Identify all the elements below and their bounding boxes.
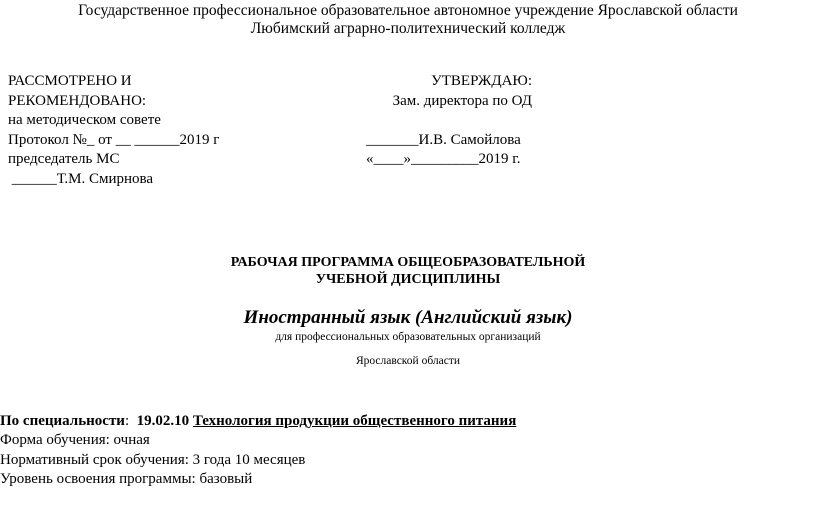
mastery-level: Уровень освоения программы: базовый (0, 470, 253, 487)
approval-left-signature: ______Т.М. Смирнова (8, 170, 154, 187)
specialty-colon: : (124, 413, 137, 429)
study-duration: Нормативный срок обучения: 3 года 10 месяцев (0, 451, 306, 468)
approval-left-line: на методическом совете (8, 112, 161, 128)
for-organizations: для профессиональных образовательных организаций (275, 331, 541, 343)
program-title-line2: УЧЕБНОЙ ДИСЦИПЛИНЫ (315, 272, 501, 287)
study-form: Форма обучения: очная (0, 432, 150, 449)
approval-right-date: «____»_________2019 г. (366, 151, 521, 167)
approval-left-line: РЕКОМЕНДОВАНО: (8, 92, 147, 109)
college-name: Любимский аграрно-политехнический колледж (250, 20, 566, 37)
specialty-line (0, 412, 516, 431)
approval-right-signature: _______И.В. Самойлова (366, 131, 521, 148)
program-details (0, 412, 516, 489)
program-title-line1: РАБОЧАЯ ПРОГРАММА ОБЩЕОБРАЗОВАТЕЛЬНОЙ (230, 255, 586, 270)
region: Ярославской области (355, 355, 461, 367)
approval-right-line: УТВЕРЖДАЮ: (431, 73, 532, 89)
specialty-label: По специальности (0, 413, 125, 429)
specialty-code: 19.02.10 (136, 413, 190, 429)
approval-left-line: Протокол №_ от __ ______2019 г (8, 131, 220, 148)
approval-left-block (8, 72, 219, 189)
approval-left-line: председатель МС (8, 151, 120, 167)
discipline-title: Иностранный язык (Английский язык) (243, 307, 573, 328)
specialty-name: Технология продукции общественного питания (192, 413, 517, 429)
approval-right-block (360, 72, 532, 170)
approval-right-line: Зам. директора по ОД (392, 92, 532, 109)
institution-name: Государственное профессиональное образовательное автономное учреждение Ярославской области (78, 2, 738, 19)
spacer (360, 111, 532, 131)
approval-left-line: РАССМОТРЕНО И (8, 73, 132, 89)
